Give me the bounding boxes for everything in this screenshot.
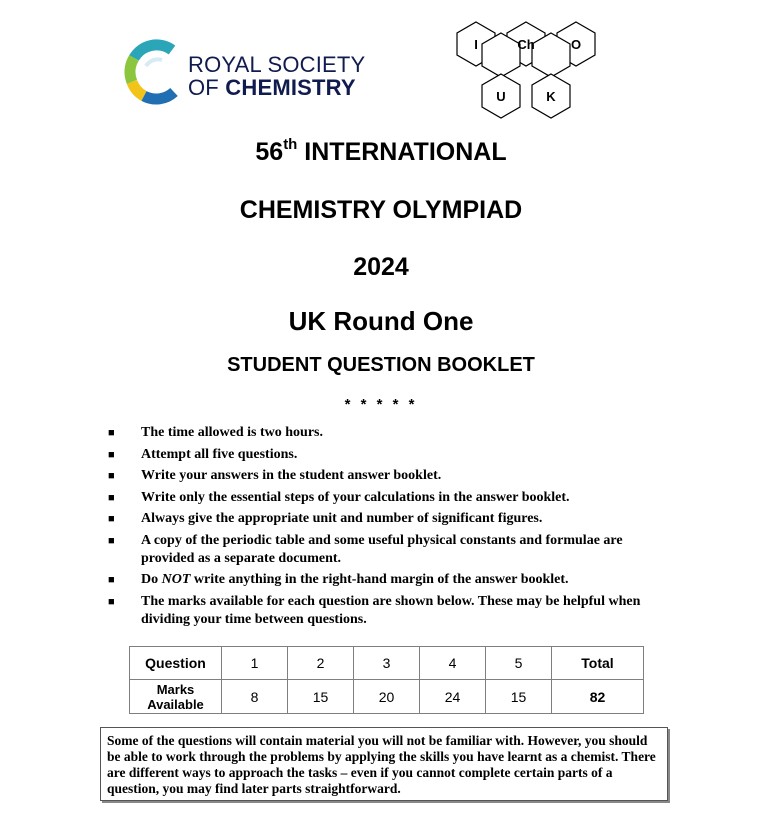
marks-value: 8 <box>222 680 288 714</box>
rsc-c-mark-icon <box>122 36 186 108</box>
marks-value: 24 <box>420 680 486 714</box>
instruction-text: A copy of the periodic table and some useful physical constants and formulae are provided as a separate document. <box>141 532 623 566</box>
icho-uk-hexagon-logo <box>445 18 610 126</box>
marks-label-line1: Marks <box>156 681 195 697</box>
question-number: 5 <box>486 647 552 680</box>
title-year: 2024 <box>353 253 409 281</box>
title-number: 56 <box>255 138 284 166</box>
instruction-item <box>108 446 668 464</box>
bullet-icon: ■ <box>108 534 115 547</box>
total-header: Total <box>552 647 644 680</box>
instruction-item <box>108 489 668 507</box>
table-row-marks <box>130 680 644 714</box>
marks-value: 15 <box>288 680 354 714</box>
rsc-name-line2 <box>188 75 356 101</box>
instruction-item <box>108 510 668 528</box>
note-box: Some of the questions will contain material you will not be familiar with. However, you should be able to work through the problems by applying the skills you have learnt as a chemist. There are different ways to approach the tasks – even if you cannot complete certain parts of a question, you may find later parts straightforward. <box>100 727 668 801</box>
marks-value: 15 <box>486 680 552 714</box>
bullet-icon: ■ <box>108 595 115 608</box>
instructions-list <box>108 424 668 632</box>
hex-label-k: K <box>546 89 556 104</box>
bullet-icon: ■ <box>108 491 115 504</box>
instruction-text: Write your answers in the student answer booklet. <box>141 468 442 483</box>
title-ordinal-suffix: th <box>283 136 298 153</box>
instruction-item <box>108 532 668 568</box>
instruction-text: Attempt all five questions. <box>141 446 298 462</box>
rsc-of: OF <box>188 75 226 100</box>
instruction-text: Always give the appropriate unit and number of significant figures. <box>141 511 543 526</box>
instruction-margin-rest: write anything in the right-hand margin of the answer booklet. <box>190 572 569 587</box>
instruction-text <box>141 572 569 587</box>
question-header: Question <box>130 647 222 680</box>
instruction-item <box>108 571 668 589</box>
question-number: 1 <box>222 647 288 680</box>
marks-value: 20 <box>354 680 420 714</box>
instruction-not-emphasis: NOT <box>161 572 191 587</box>
instruction-text: The marks available for each question are shown below. These may be helpful when dividing your time between questions. <box>141 593 641 627</box>
hex-label-u: U <box>496 89 506 104</box>
bullet-icon: ■ <box>108 470 115 482</box>
rsc-name-line1: ROYAL SOCIETY <box>188 52 366 77</box>
hex-label-i: I <box>474 37 478 52</box>
hex-label-o: O <box>570 37 582 52</box>
instruction-item <box>108 424 668 442</box>
question-number: 4 <box>420 647 486 680</box>
marks-total: 82 <box>552 680 644 714</box>
marks-table <box>129 646 644 714</box>
bullet-icon: ■ <box>108 513 115 525</box>
hex-label-ch: Ch <box>517 37 535 52</box>
stars-divider: * * * * * <box>344 396 418 413</box>
marks-label-line2: Available <box>147 696 204 712</box>
question-number: 2 <box>288 647 354 680</box>
rsc-logo <box>122 36 372 108</box>
instruction-text: The time allowed is two hours. <box>141 425 323 440</box>
marks-available-header <box>130 680 222 714</box>
instruction-text: Write only the essential steps of your calculations in the answer booklet. <box>141 489 570 505</box>
instruction-item <box>108 467 668 485</box>
instruction-item <box>108 593 668 629</box>
bullet-icon: ■ <box>108 427 115 439</box>
question-number: 3 <box>354 647 420 680</box>
title-international: INTERNATIONAL <box>297 138 507 166</box>
round-title: UK Round One <box>288 306 474 336</box>
title-line1 <box>0 138 762 167</box>
booklet-title: STUDENT QUESTION BOOKLET <box>227 354 535 376</box>
title-line2: CHEMISTRY OLYMPIAD <box>239 196 523 224</box>
bullet-icon: ■ <box>108 574 115 586</box>
bullet-icon: ■ <box>108 448 115 461</box>
table-row-questions <box>130 647 644 680</box>
instruction-do: Do <box>141 572 162 587</box>
rsc-chemistry: CHEMISTRY <box>225 75 356 100</box>
